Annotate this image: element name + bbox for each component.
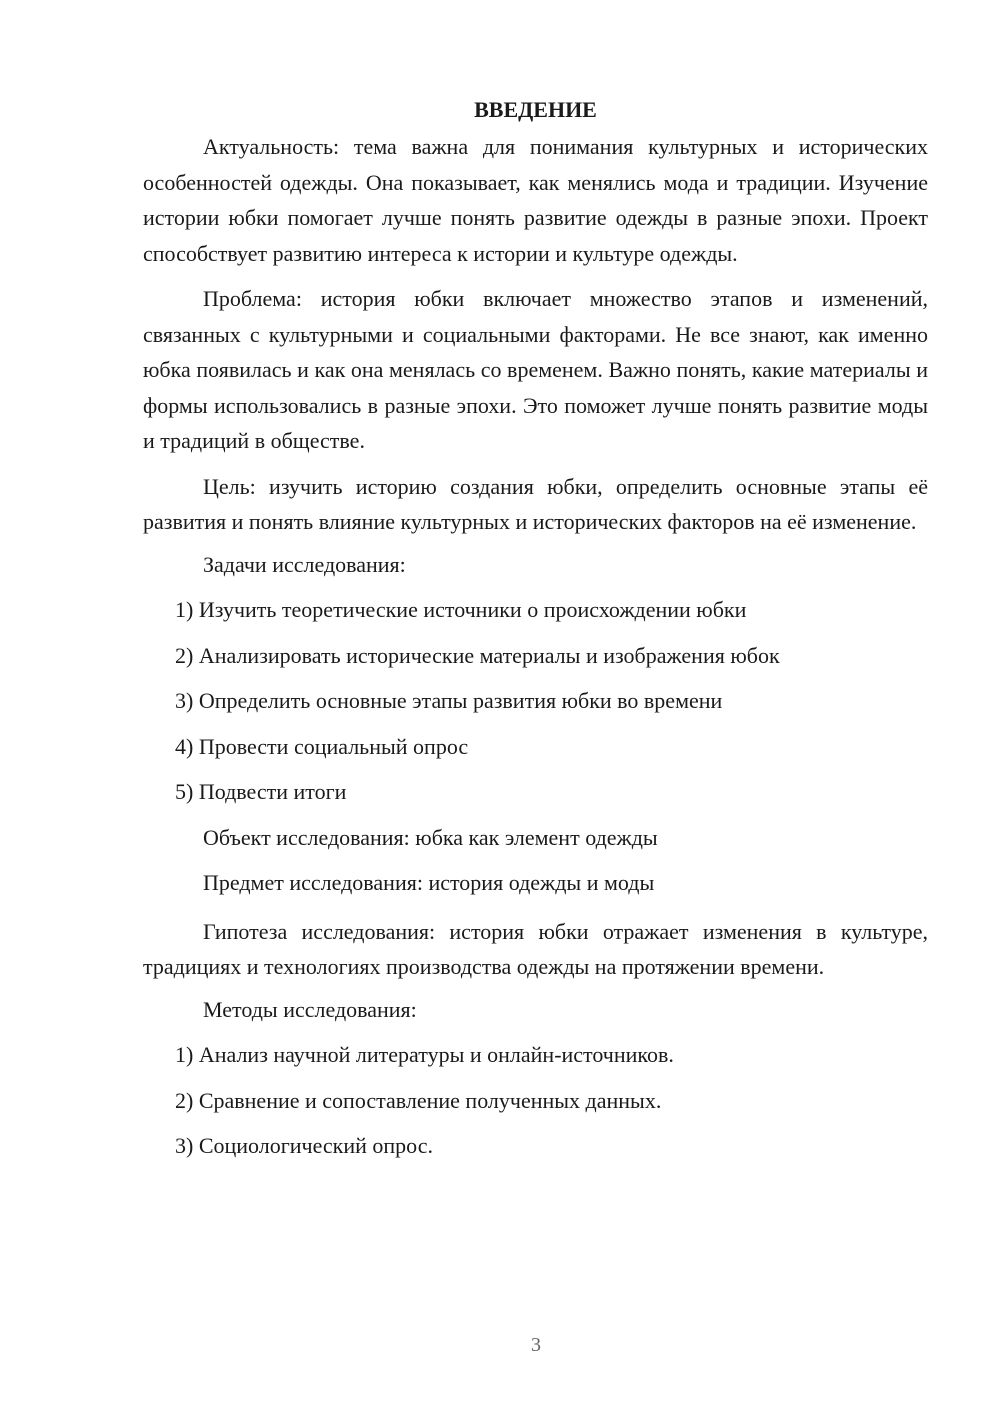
task-item: 3) Определить основные этапы развития юбки во времени <box>175 688 723 713</box>
method-item: 2) Сравнение и сопоставление полученных данных. <box>175 1087 662 1113</box>
research-object: Объект исследования: юбка как элемент одежды <box>203 824 658 850</box>
goal-paragraph: Цель: изучить историю создания юбки, определить основные этапы её развития и понять влияние культурных и исторических факторов на её изменение. <box>143 473 928 534</box>
page-content <box>143 95 928 1177</box>
relevance-paragraph: Актуальность: тема важна для понимания культурных и исторических особенностей одежды. Она показывает, как менялись мода и традиции. Изучение истории юбки помогает лучше понять развитие одежды в разные эпохи. Проект способствует развитию интереса к истории и культуре одежды. <box>143 134 928 266</box>
task-item: 2) Анализировать исторические материалы и изображения юбок <box>175 642 780 668</box>
research-subject: Предмет исследования: история одежды и моды <box>203 870 655 895</box>
task-item: 4) Провести социальный опрос <box>175 733 469 759</box>
tasks-title: Задачи исследования: <box>203 551 406 577</box>
hypothesis-paragraph: Гипотеза исследования: история юбки отражает изменения в культуре, традициях и технологиях производства одежды на протяжении времени. <box>143 918 928 979</box>
method-item: 3) Социологический опрос. <box>175 1133 433 1158</box>
methods-title: Методы исследования: <box>203 996 417 1022</box>
problem-paragraph: Проблема: история юбки включает множество этапов и изменений, связанных с культурными и социальными факторами. Не все знают, как именно юбка появилась и как она менялась со временем. Важно понять, какие материалы и формы использовались в разные эпохи. Это поможет лучше понять развитие моды и традиций в обществе. <box>143 286 928 453</box>
page-number: 3 <box>531 1334 541 1356</box>
task-item: 5) Подвести итоги <box>175 779 347 804</box>
section-heading: ВВЕДЕНИЕ <box>474 97 597 122</box>
task-item: 1) Изучить теоретические источники о происхождении юбки <box>175 597 747 622</box>
method-item: 1) Анализ научной литературы и онлайн-источников. <box>175 1042 674 1067</box>
